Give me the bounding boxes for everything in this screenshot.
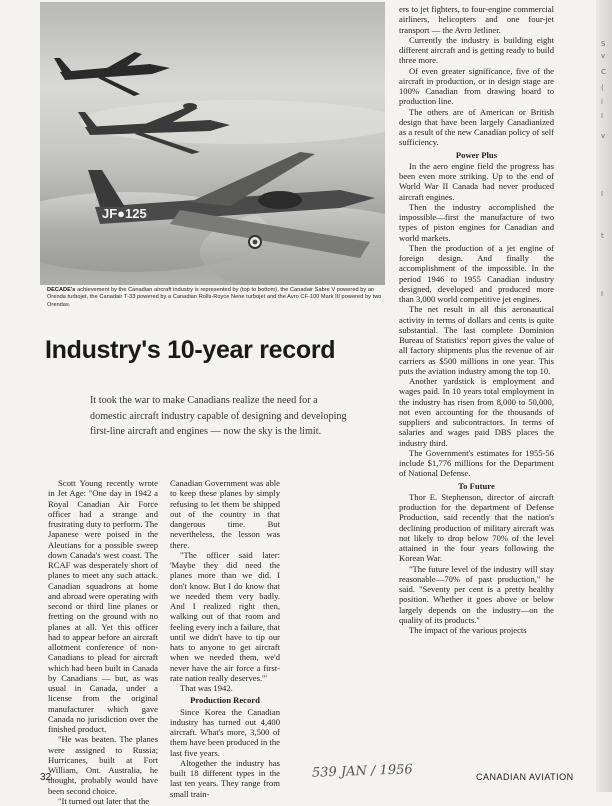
paragraph: The net result in all this aeronautical activity in terms of dollars and cents is quite substantial. The last complete Dominion Bureau of Statistics' report gives the value of all factory shipments plus the revenue of air carriers as $500 millions in one year. This puts the aviation industry among the top 10. (399, 304, 554, 376)
article-column-3 (399, 4, 554, 635)
handwritten-note: 539 JAN / 1956 (311, 762, 413, 781)
gutter-letter: I (601, 290, 604, 298)
aircraft-serial: JF●125 (102, 206, 147, 221)
paragraph: Canadian Government was able to keep these planes by simply refusing to let them be shipped out of the country in that dangerous time. But nevertheless, the lesson was there. (170, 478, 280, 550)
paragraph: That was 1942. (180, 683, 233, 693)
paragraph: Scott Young recently wrote in Jet Age: "One day in 1942 a Royal Canadian Air Force officer had a strange and frustrating duty to perform. The Japanese were poised in the Aleutians for a possible sweep down Canada's west coast. The RCAF was desperately short of planes to meet any such attack. Canadian squadrons at home and abroad were operating with second or third line planes or fretting on the ground with no planes at all. Yet this officer had to appear before an aircraft allotment conference of non-Canadians to plead for aircraft which had been built in Canada by Canadians — but, as was usual in Canada, under a license from the original manufacturer which gave Canada no jurisdiction over the finished product. (48, 478, 158, 734)
paragraph: Of even greater significance, five of the aircraft in production, or in design stage are 100% Canadian from drawing board to production line. (399, 65, 554, 107)
paragraph: In the aero engine field the progress has been even more striking. Up to the end of World War II Canada had never produced aircraft engines. (399, 160, 554, 202)
aircraft-illustration (40, 2, 385, 285)
paragraph: Currently the industry is building eight different aircraft and is getting ready to build three more. (399, 34, 554, 66)
paragraph: "The officer said later: 'Maybe they did need the planes more than we did. I don't know. But I do know that we needed them very badly. And I realized right then, walking out of that room and feeling every inch a failure, that until we didn't have to tip our hats to anyone to get aircraft when we needed them, we'd never have the air force a first-rate nation really deserves.'" (170, 549, 280, 683)
paragraph: Then the production of a jet engine of foreign design. And finally the accomplishment of the impossible. In the period 1946 to 1955 Canadian industry designed, developed and produced more than 3,000 world competitive jet engines. (399, 242, 554, 304)
article-column-1 (48, 478, 158, 806)
facing-page-edge (596, 0, 612, 792)
paragraph: ers to jet fighters, to four-engine commercial airliners, helicopters and one four-jet transport — the Avro Jetliner. (399, 4, 554, 35)
gutter-letter: S (601, 40, 606, 48)
article-headline: Industry's 10-year record (45, 336, 336, 364)
gutter-letter: v (601, 52, 606, 60)
gutter-letter: I (601, 190, 604, 198)
gutter-letter: C (601, 68, 606, 76)
paragraph: The Government's estimates for 1955-56 include $1,776 millions for the Department of National Defense. (399, 447, 554, 479)
section-heading-production-record: Production Record (190, 695, 260, 706)
paragraph: Thor E. Stephenson, director of aircraft production for the department of Defense Production, said recently that the nation's declining production of military aircraft was not likely to drop below 70% of the level attained in the four years following the Korean War. (399, 491, 554, 564)
article-deck: It took the war to make Canadians realize the need for a domestic aircraft industry capable of designing and developing first-line aircraft and engines — now the sky is the limit. (90, 395, 347, 437)
caption-lead: DECADE's (47, 287, 76, 293)
paragraph: "He was beaten. The planes were assigned to Russia; Hurricanes, built at Fort William, Ont. Australia, he thought, probably would have been second choice. (48, 734, 158, 796)
gutter-letter: ( (601, 84, 604, 92)
paragraph: The impact of the various projects (409, 625, 527, 635)
paragraph: "It turned out later that the (58, 795, 150, 806)
aircraft-photo (40, 2, 385, 285)
gutter-letter: t (601, 232, 604, 240)
gutter-letter: i (601, 98, 603, 106)
paragraph: Altogether the industry has built 18 different types in the last ten years. They range from small train- (170, 757, 280, 799)
paragraph: Since Korea the Canadian industry has turned out 4,400 aircraft. What's more, 3,500 of them have been produced in the last five years. (170, 706, 280, 758)
gutter-letter: I (601, 112, 604, 120)
gutter-letter: v (601, 132, 606, 140)
sabre-aircraft (54, 52, 170, 96)
paragraph: Another yardstick is employment and wages paid. In 10 years total employment in the industry has risen from 8,000 to 50,000, not even accounting for the thousands of suppliers and subcontractors. In terms of salaries and wages paid DBS places the industry third. (399, 376, 554, 448)
paragraph: "The future level of the industry will stay reasonable—70% of past production," he said. "Seventy per cent is a pretty healthy position. Whether it goes above or below largely depends on the industry—on the quality of its products." (399, 563, 554, 625)
paragraph: The others are of American or British design that have been largely Canadianized as a result of the new Canadian policy of self sufficiency. (399, 106, 554, 148)
page-number: 32 (40, 772, 52, 783)
caption-text: achievement by the Canadian aircraft industry is represented by (top to bottom), the Canadair Sabre V powered by an Orenda turbojet, the Canadair T-33 powered by a Canadian Rolls-Royce Nene turbojet and the Avro CF-100 Mark III powered by two Orendas. (47, 287, 382, 308)
paragraph: Then the industry accomplished the impossible—first the manufacture of two types of piston engines for Canadian and world markets. (399, 201, 554, 243)
article-column-2 (170, 478, 280, 799)
section-heading-power-plus: Power Plus (455, 149, 498, 160)
magazine-name: CANADIAN AVIATION (476, 772, 574, 782)
photo-caption (47, 287, 385, 309)
section-heading-to-future: To Future (458, 480, 495, 491)
